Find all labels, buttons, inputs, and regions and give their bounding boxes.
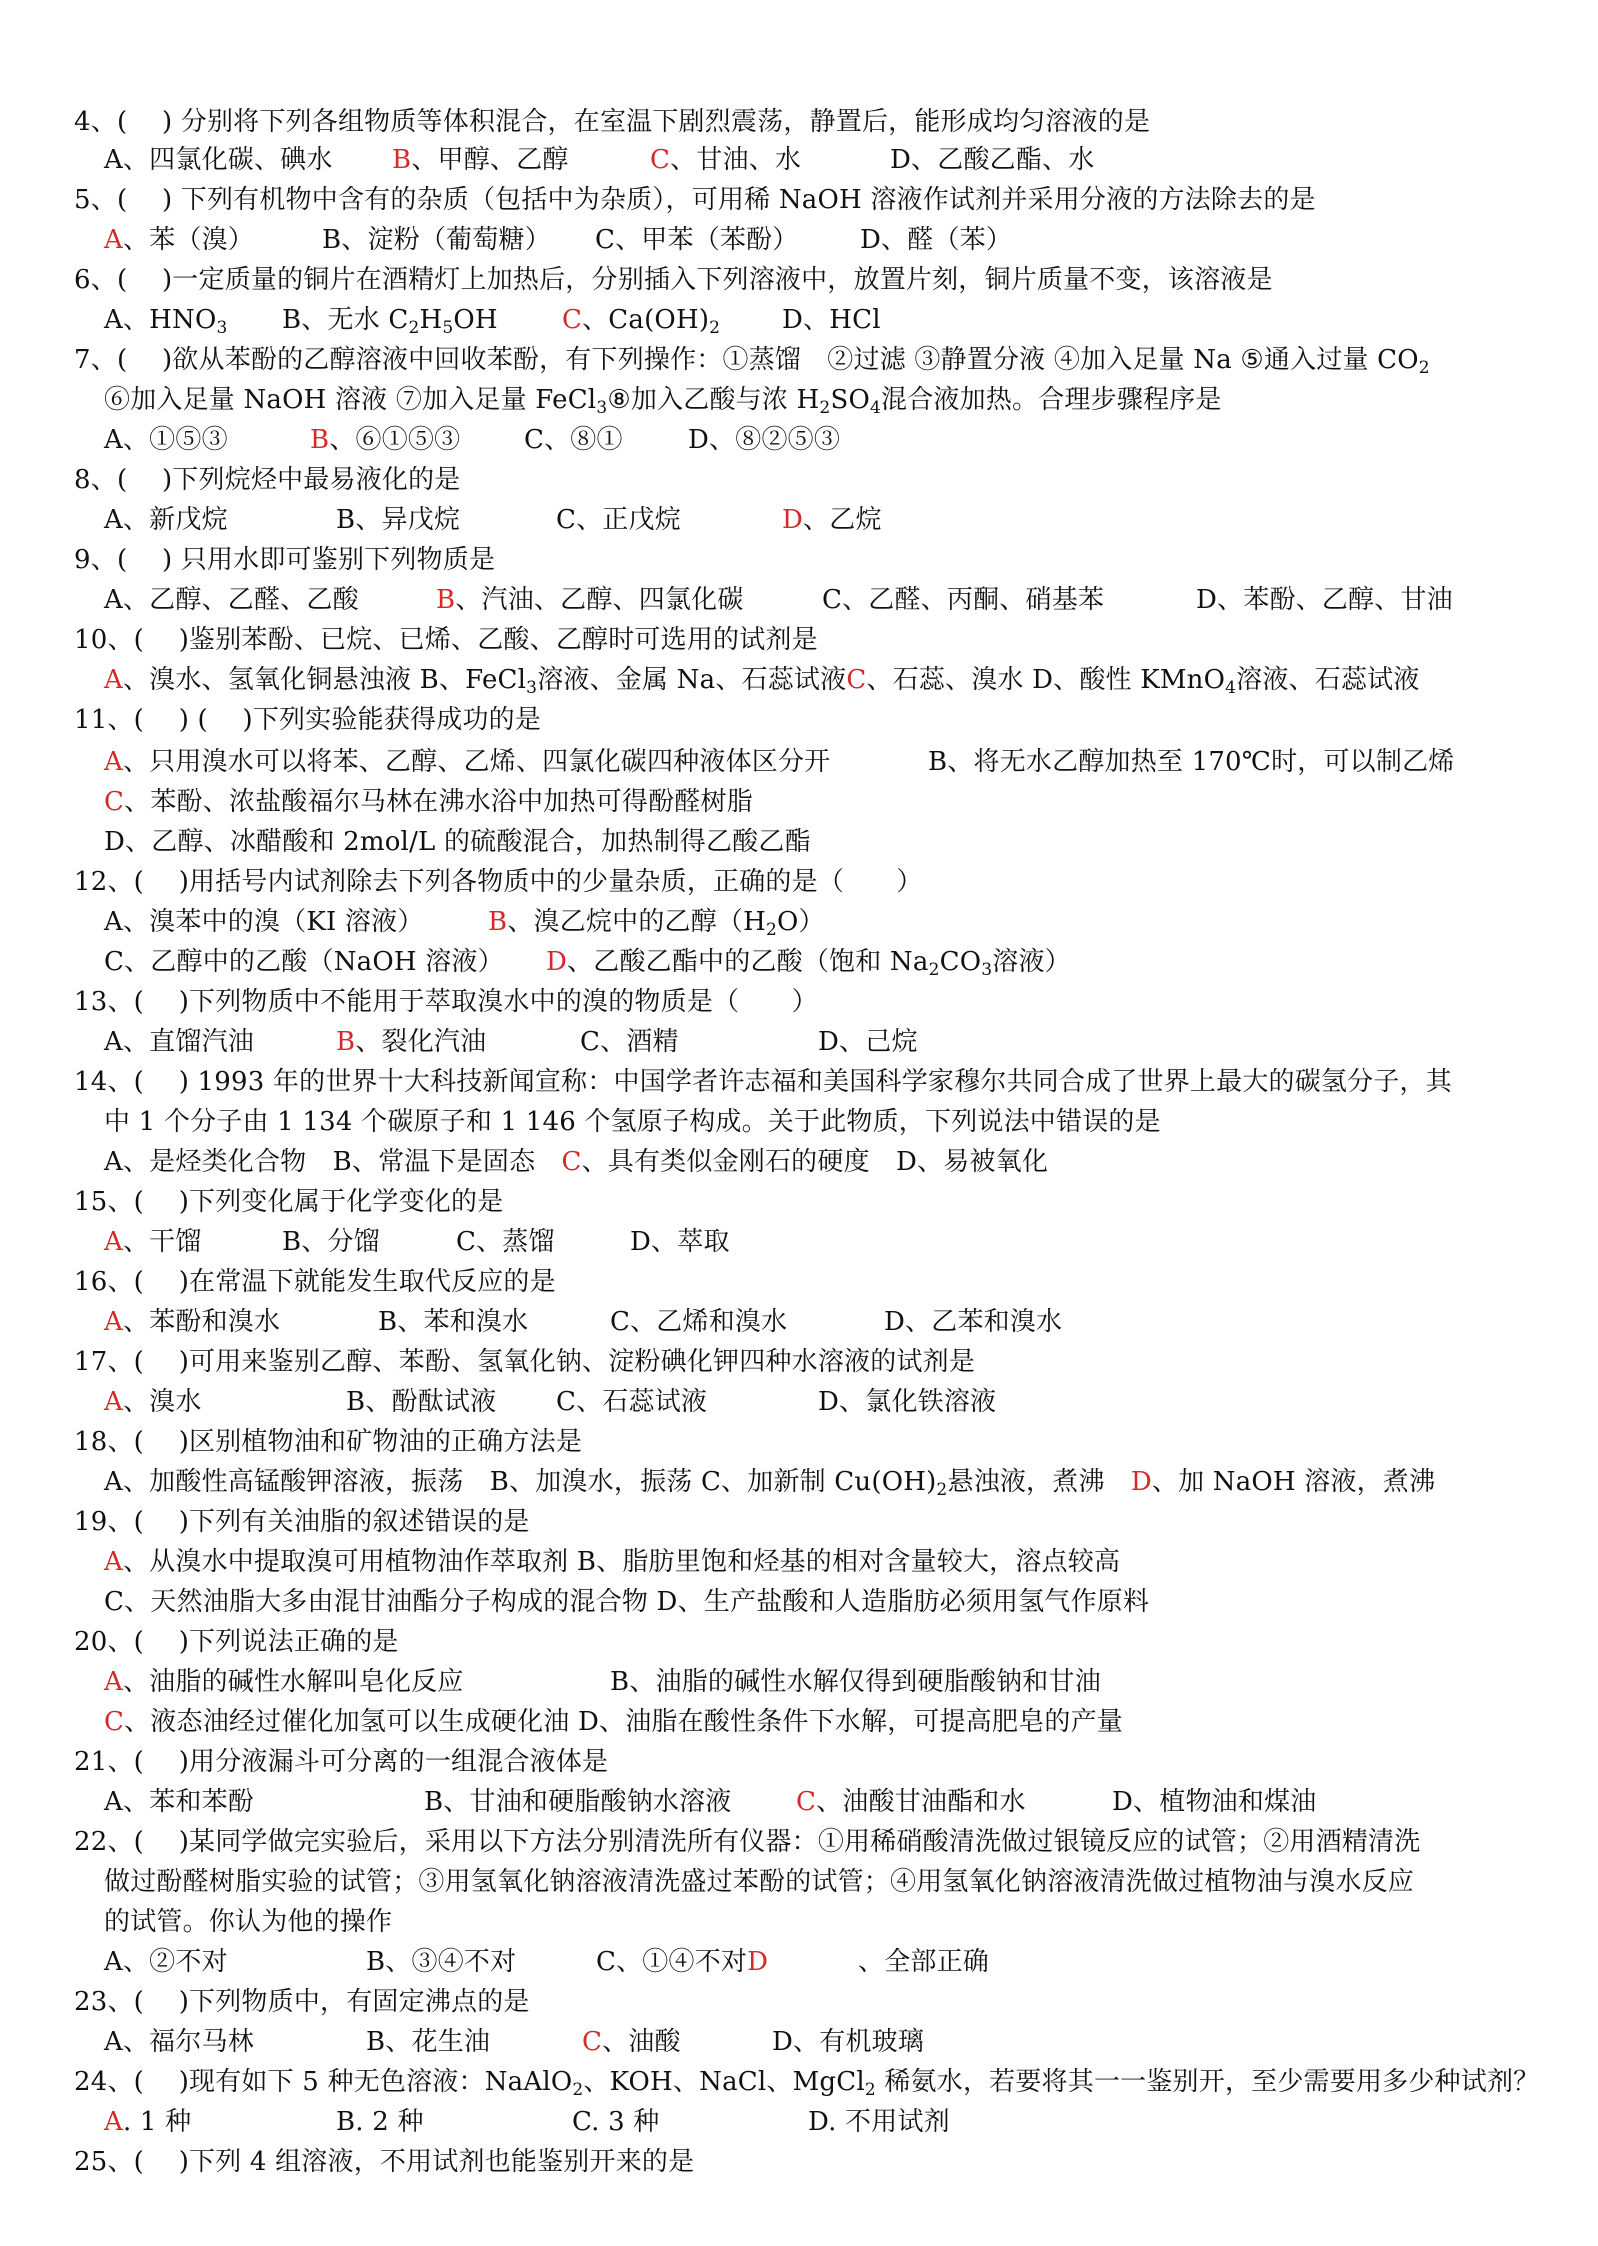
text-segment: 、全部正确	[858, 1947, 990, 1977]
text-segment: 做过酚醛树脂实验的试管；③用氢氧化钠溶液清洗盛过苯酚的试管；④用氢氧化钠溶液清洗做过植物油与溴水反应	[104, 1867, 1415, 1897]
marked-answer-letter: C	[582, 2027, 603, 2057]
text-segment: 23、( )下列物质中，有固定沸点的是	[74, 1987, 530, 2017]
text-segment: D、醛（苯）	[860, 225, 1013, 255]
option-line	[104, 1862, 1414, 1902]
question-line	[74, 1502, 530, 1542]
question-line	[74, 340, 1430, 380]
option-line	[336, 500, 460, 540]
option-line	[104, 420, 228, 460]
text-segment: B、酚酞试液	[346, 1387, 497, 1417]
option-line	[688, 420, 840, 460]
marked-answer-letter: C	[796, 1787, 817, 1817]
marked-answer-letter: C	[562, 305, 583, 335]
option-line	[104, 580, 359, 620]
text-segment: 16、( )在常温下就能发生取代反应的是	[74, 1267, 556, 1297]
option-line	[580, 1022, 679, 1062]
text-segment: D. 不用试剂	[808, 2107, 950, 2137]
text-segment: B、无水 $C_2H_5OH$	[282, 305, 498, 338]
option-line	[282, 1222, 380, 1262]
option-line	[610, 1302, 787, 1342]
question-line	[74, 700, 541, 740]
text-segment: B、苯和溴水	[378, 1307, 529, 1337]
text-segment: 13、( )下列物质中不能用于萃取溴水中的溴的物质是（ ）	[74, 987, 818, 1017]
text-segment: C、石蕊试液	[556, 1387, 708, 1417]
marked-answer-letter: B	[336, 1027, 356, 1057]
text-segment: 、溴水	[122, 1387, 202, 1417]
option-line	[346, 1382, 496, 1422]
text-segment: D、乙苯和溴水	[884, 1307, 1063, 1337]
text-segment: D、萃取	[630, 1227, 730, 1257]
question-line	[74, 620, 818, 660]
text-segment: 18、( )区别植物油和矿物油的正确方法是	[74, 1427, 583, 1457]
marked-answer-letter: D	[747, 1947, 769, 1977]
option-line	[378, 1302, 528, 1342]
marked-answer-letter: D	[782, 505, 804, 535]
option-line	[818, 1022, 918, 1062]
option-line	[104, 1142, 1048, 1182]
option-line	[630, 1222, 730, 1262]
option-line	[572, 2102, 660, 2142]
text-segment: 9、( ) 只用水即可鉴别下列物质是	[74, 545, 496, 575]
option-line	[104, 1302, 280, 1342]
text-segment: 11、( ) ( )下列实验能获得成功的是	[74, 705, 542, 735]
option-line	[104, 380, 1222, 420]
text-segment: ⑥加入足量 NaOH 溶液 ⑦加入足量 FeCl$_3$⑧加入乙酸与浓 $H_2SO_4$混合液加热。合理步骤程序是	[104, 385, 1222, 418]
text-segment: C、乙烯和溴水	[610, 1307, 788, 1337]
question-line	[74, 540, 495, 580]
option-line	[562, 300, 720, 340]
text-segment: B、花生油	[366, 2027, 491, 2057]
text-segment: D、乙醇、冰醋酸和 2mol/L 的硫酸混合，加热制得乙酸乙酯	[104, 827, 811, 857]
text-segment: C、蒸馏	[456, 1227, 555, 1257]
option-line	[322, 220, 551, 260]
option-line	[104, 1462, 1435, 1502]
text-segment: B、将无水乙醇加热至 170℃时，可以制乙烯	[928, 747, 1455, 777]
option-line	[104, 300, 228, 340]
text-segment: 、$Ca(OH)_2$	[582, 305, 721, 338]
text-segment: 14、( ) 1993 年的世界十大科技新闻宣称：中国学者许志福和美国科学家穆尔共同合成了世界上最大的碳氢分子，其	[74, 1067, 1452, 1097]
marked-answer-letter: C	[561, 1147, 582, 1177]
text-segment: D、苯酚、乙醇、甘油	[1196, 585, 1453, 615]
text-segment: . 1 种	[122, 2107, 192, 2137]
text-segment: 、石蕊、溴水 D、酸性 KMnO$_4$溶液、石蕊试液	[866, 665, 1420, 698]
option-line	[104, 1582, 1149, 1622]
option-line	[104, 2102, 191, 2142]
text-segment: 17、( )可用来鉴别乙醇、苯酚、氢氧化钠、淀粉碘化钾四种水溶液的试剂是	[74, 1347, 976, 1377]
text-segment: D、有机玻璃	[772, 2027, 925, 2057]
text-segment: 、溴水、氢氧化铜悬浊液 B、FeCl$_3$溶液、金属 Na、石蕊试液	[122, 665, 847, 698]
option-line	[104, 1542, 1120, 1582]
option-line	[488, 902, 825, 942]
marked-answer-letter: B	[488, 907, 508, 937]
marked-answer-letter: A	[104, 1667, 123, 1697]
text-segment: A、$HNO_3$	[104, 305, 228, 338]
marked-answer-letter: C	[104, 787, 125, 817]
question-line	[74, 1262, 556, 1302]
marked-answer-letter: A	[104, 1387, 123, 1417]
text-segment: C、乙醛、丙酮、硝基苯	[822, 585, 1105, 615]
text-segment: 、甘油、水	[670, 145, 802, 175]
marked-answer-letter: A	[104, 2107, 123, 2137]
option-line	[808, 2102, 950, 2142]
text-segment: 、苯酚、浓盐酸福尔马林在沸水浴中加热可得酚醛树脂	[124, 787, 753, 817]
marked-answer-letter: A	[104, 225, 123, 255]
marked-answer-letter: D	[1130, 1467, 1152, 1497]
text-segment: C、正戊烷	[556, 505, 681, 535]
marked-answer-letter: A	[104, 1227, 123, 1257]
option-line	[366, 2022, 490, 2062]
option-line	[104, 942, 504, 982]
text-segment: 、油脂的碱性水解叫皂化反应	[122, 1667, 464, 1697]
option-line	[104, 1382, 202, 1422]
question-line	[74, 460, 461, 500]
text-segment: 10、( )鉴别苯酚、已烷、已烯、乙酸、乙醇时可选用的试剂是	[74, 625, 818, 655]
marked-answer-letter: B	[392, 145, 412, 175]
question-line	[74, 1622, 399, 1662]
option-line	[782, 500, 882, 540]
text-segment: A、溴苯中的溴（KI 溶液）	[104, 907, 424, 937]
option-line	[104, 1662, 464, 1702]
text-segment: 22、( )某同学做完实验后，采用以下方法分别清洗所有仪器：①用稀硝酸清洗做过银镜反应的试管；②用酒精清洗	[74, 1827, 1421, 1857]
text-segment: 、苯酚和溴水	[122, 1307, 281, 1337]
question-line	[74, 2142, 694, 2182]
marked-answer-letter: A	[104, 1547, 123, 1577]
text-segment: C、乙醇中的乙酸（NaOH 溶液）	[104, 947, 504, 977]
option-line	[336, 2102, 424, 2142]
text-segment: 25、( )下列 4 组溶液，不用试剂也能鉴别开来的是	[74, 2147, 695, 2177]
option-line	[104, 1702, 1123, 1742]
option-line	[104, 822, 811, 862]
option-line	[104, 1902, 392, 1942]
text-segment: D、己烷	[818, 1027, 918, 1057]
text-segment: C. 3 种	[572, 2107, 660, 2137]
option-line	[818, 1382, 996, 1422]
text-segment: 4、( ) 分别将下列各组物质等体积混合，在室温下剧烈震荡，静置后，能形成均匀溶液的是	[74, 107, 1151, 137]
text-segment: 、油酸甘油酯和水	[816, 1787, 1026, 1817]
option-line	[928, 742, 1454, 782]
option-line	[456, 1222, 555, 1262]
text-segment: 、液态油经过催化加氢可以生成硬化油 D、油脂在酸性条件下水解，可提高肥皂的产量	[124, 1707, 1124, 1737]
option-line	[424, 1782, 732, 1822]
text-segment: 、干馏	[122, 1227, 202, 1257]
text-segment: B、淀粉（葡萄糖）	[322, 225, 551, 255]
text-segment: 、乙酸乙酯中的乙酸（饱和 $Na_2CO_3$溶液）	[567, 947, 1071, 980]
text-segment: C、甲苯（苯酚）	[595, 225, 799, 255]
option-line	[104, 782, 753, 822]
question-line	[74, 1982, 530, 2022]
option-line	[772, 2022, 924, 2062]
text-segment: 、汽油、乙醇、四氯化碳	[455, 585, 744, 615]
option-line	[582, 2022, 681, 2062]
text-segment: 、具有类似金刚石的硬度 D、易被氧化	[581, 1147, 1049, 1177]
marked-answer-letter: D	[546, 947, 568, 977]
option-line	[782, 300, 881, 340]
question-line	[74, 260, 1273, 300]
text-segment: 15、( )下列变化属于化学变化的是	[74, 1187, 504, 1217]
text-segment: 7、( )欲从苯酚的乙醇溶液中回收苯酚，有下列操作：①蒸馏 ②过滤 ③静置分液 ④加入足量 Na ⑤通入过量 $CO_2$	[74, 345, 1430, 378]
option-line	[860, 220, 1012, 260]
text-segment: 、裂化汽油	[355, 1027, 487, 1057]
option-line	[1112, 1782, 1316, 1822]
text-segment: A、乙醇、乙醛、乙酸	[104, 585, 359, 615]
text-segment: B、异戊烷	[336, 505, 461, 535]
text-segment: 5、( ) 下列有机物中含有的杂质（包括中为杂质），可用稀 NaOH 溶液作试剂并采用分液的方法除去的是	[74, 185, 1316, 215]
question-line	[74, 982, 818, 1022]
question-line	[74, 1822, 1420, 1862]
text-segment: B、甘油和硬脂酸钠水溶液	[424, 1787, 732, 1817]
text-segment: D、HCl	[782, 305, 881, 335]
text-segment: 的试管。你认为他的操作	[104, 1907, 393, 1937]
text-segment: 、乙烷	[803, 505, 882, 535]
option-line	[310, 420, 460, 460]
option-line	[610, 1662, 1101, 1702]
text-segment: A、福尔马林	[104, 2027, 254, 2057]
question-line	[74, 102, 1150, 142]
marked-answer-letter: A	[104, 665, 123, 695]
option-line	[796, 1782, 1026, 1822]
option-line	[556, 500, 681, 540]
question-line	[74, 1742, 608, 1782]
text-segment: A、苯和苯酚	[104, 1787, 254, 1817]
question-line	[74, 2062, 1539, 2102]
marked-answer-letter: A	[104, 1307, 123, 1337]
text-segment: 24、( )现有如下 5 种无色溶液：NaAlO$_2$、KOH、NaCl、MgCl$_2$ 稀氨水，若要将其一一鉴别开，至少需要用多少种试剂？	[74, 2067, 1540, 2100]
option-line	[650, 140, 801, 180]
option-line	[884, 1302, 1062, 1342]
text-segment: C、⑧①	[524, 425, 623, 455]
text-segment: 、⑥①⑤③	[329, 425, 461, 455]
option-line	[104, 220, 254, 260]
text-segment: 、从溴水中提取溴可用植物油作萃取剂 B、脂肪里饱和烃基的相对含量较大，溶点较高	[122, 1547, 1121, 1577]
marked-answer-letter: C	[650, 145, 671, 175]
question-line	[74, 1062, 1452, 1102]
text-segment: 、加 NaOH 溶液，煮沸	[1151, 1467, 1436, 1497]
question-line	[74, 1422, 582, 1462]
text-segment: 、只用溴水可以将苯、乙醇、乙烯、四氯化碳四种液体区分开	[122, 747, 831, 777]
option-line	[596, 1942, 768, 1982]
option-line	[392, 140, 569, 180]
option-line	[104, 2022, 254, 2062]
text-segment: 、溴乙烷中的乙醇$(H_2O)$	[507, 907, 825, 940]
question-line	[74, 1342, 975, 1382]
marked-answer-letter: C	[104, 1707, 125, 1737]
text-segment: 中 1 个分子由 1 134 个碳原子和 1 146 个氢原子构成。关于此物质，下列说法中错误的是	[104, 1107, 1161, 1137]
option-line	[858, 1942, 989, 1982]
text-segment: D、氯化铁溶液	[818, 1387, 997, 1417]
option-line	[556, 1382, 707, 1422]
option-line	[524, 420, 623, 460]
text-segment: B. 2 种	[336, 2107, 424, 2137]
text-segment: D、乙酸乙酯、水	[890, 145, 1095, 175]
option-line	[104, 1782, 254, 1822]
option-line	[890, 140, 1094, 180]
option-line	[104, 1102, 1161, 1142]
marked-answer-letter: B	[310, 425, 330, 455]
option-line	[546, 942, 1071, 982]
question-line	[74, 1182, 503, 1222]
option-line	[366, 1942, 516, 1982]
option-line	[436, 580, 744, 620]
text-segment: A、加酸性高锰酸钾溶液，振荡 B、加溴水，振荡 C、加新制 $Cu(OH)_2$悬浊液，煮沸	[104, 1467, 1131, 1500]
option-line	[336, 1022, 486, 1062]
text-segment: 19、( )下列有关油脂的叙述错误的是	[74, 1507, 530, 1537]
option-line	[104, 902, 424, 942]
option-line	[104, 742, 830, 782]
marked-answer-letter: B	[436, 585, 456, 615]
option-line	[104, 500, 228, 540]
option-line	[282, 300, 498, 340]
option-line	[822, 580, 1104, 620]
text-segment: B、分馏	[282, 1227, 380, 1257]
text-segment: B、③④不对	[366, 1947, 517, 1977]
text-segment: A、四氯化碳、碘水	[104, 145, 333, 175]
text-segment: 12、( )用括号内试剂除去下列各物质中的少量杂质，正确的是（ ）	[74, 867, 923, 897]
option-line	[104, 1022, 254, 1062]
text-segment: A、直馏汽油	[104, 1027, 254, 1057]
text-segment: A、新戊烷	[104, 505, 228, 535]
option-line	[104, 1942, 228, 1982]
marked-answer-letter: C	[846, 665, 867, 695]
option-line	[104, 1222, 202, 1262]
question-line	[74, 862, 923, 902]
text-segment: 21、( )用分液漏斗可分离的一组混合液体是	[74, 1747, 609, 1777]
text-segment: C、天然油脂大多由混甘油酯分子构成的混合物 D、生产盐酸和人造脂肪必须用氢气作原料	[104, 1587, 1150, 1617]
text-segment: C、①④不对	[596, 1947, 748, 1977]
option-line	[104, 140, 333, 180]
question-line	[74, 180, 1316, 220]
text-segment: D、⑧②⑤③	[688, 425, 841, 455]
marked-answer-letter: A	[104, 747, 123, 777]
text-segment: 、苯（溴）	[122, 225, 254, 255]
text-segment: A、①⑤③	[104, 425, 228, 455]
text-segment: C、酒精	[580, 1027, 679, 1057]
text-segment: 8、( )下列烷烃中最易液化的是	[74, 465, 461, 495]
text-segment: D、植物油和煤油	[1112, 1787, 1317, 1817]
text-segment: B、油脂的碱性水解仅得到硬脂酸钠和甘油	[610, 1667, 1101, 1697]
text-segment: A、②不对	[104, 1947, 228, 1977]
text-segment: 、油酸	[602, 2027, 681, 2057]
option-line	[595, 220, 799, 260]
text-segment: 20、( )下列说法正确的是	[74, 1627, 399, 1657]
option-line	[1196, 580, 1453, 620]
text-segment: 、甲醇、乙醇	[411, 145, 569, 175]
text-segment: 6、( )一定质量的铜片在酒精灯上加热后，分别插入下列溶液中，放置片刻，铜片质量不变，该溶液是	[74, 265, 1273, 295]
option-line	[104, 660, 1420, 700]
text-segment: A、是烃类化合物 B、常温下是固态	[104, 1147, 562, 1177]
